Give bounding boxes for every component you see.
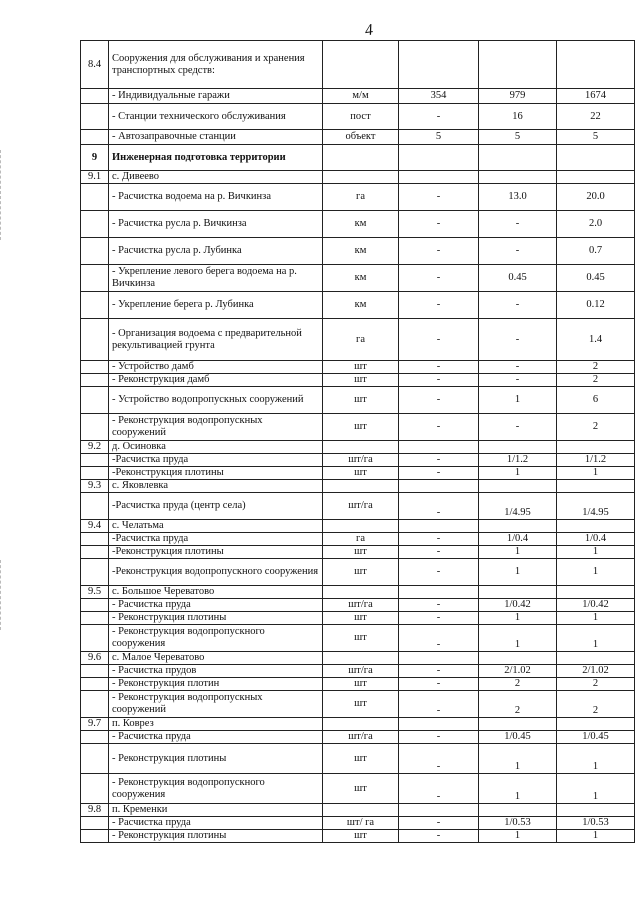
cell-unit: шт/га	[323, 665, 399, 678]
cell-unit: км	[323, 292, 399, 319]
cell-num	[81, 265, 109, 292]
cell-unit: км	[323, 238, 399, 265]
cell-name: -Расчистка пруда (центр села)	[109, 493, 323, 520]
cell-num	[81, 211, 109, 238]
cell-v1: 354	[399, 89, 479, 104]
cell-v3	[557, 480, 635, 493]
cell-v3: 20.0	[557, 184, 635, 211]
table-row	[81, 678, 635, 691]
cell-num	[81, 387, 109, 414]
cell-v1: -	[399, 599, 479, 612]
cell-v3: 2	[557, 414, 635, 441]
cell-name: - Устройство водопропускных сооружений	[109, 387, 323, 414]
cell-v1: -	[399, 319, 479, 361]
cell-name: - Реконструкция водопропускного сооружения	[109, 625, 323, 652]
cell-unit: шт	[323, 387, 399, 414]
cell-v3: 1	[557, 744, 635, 774]
cell-v2: 1/0.4	[479, 533, 557, 546]
cell-v2: 1/0.53	[479, 817, 557, 830]
cell-v3: 1	[557, 625, 635, 652]
cell-v1: 5	[399, 130, 479, 145]
cell-unit	[323, 804, 399, 817]
cell-name: - Расчистка пруда	[109, 731, 323, 744]
cell-num	[81, 130, 109, 145]
table-row	[81, 612, 635, 625]
cell-name: - Индивидуальные гаражи	[109, 89, 323, 104]
table-row	[81, 454, 635, 467]
cell-v1: -	[399, 184, 479, 211]
cell-v2: 1	[479, 830, 557, 843]
cell-unit: га	[323, 533, 399, 546]
cell-num	[81, 454, 109, 467]
cell-v1: -	[399, 665, 479, 678]
cell-v2: 1/1.2	[479, 454, 557, 467]
table-row	[81, 520, 635, 533]
cell-v3: 1/1.2	[557, 454, 635, 467]
cell-num: 9.6	[81, 652, 109, 665]
cell-v1: -	[399, 731, 479, 744]
cell-v1	[399, 41, 479, 89]
cell-name: -Расчистка пруда	[109, 454, 323, 467]
cell-v3	[557, 804, 635, 817]
cell-v1	[399, 145, 479, 171]
cell-unit	[323, 171, 399, 184]
cell-num	[81, 559, 109, 586]
table-row	[81, 387, 635, 414]
cell-v1: -	[399, 238, 479, 265]
cell-name: с. Яковлевка	[109, 480, 323, 493]
table-row	[81, 374, 635, 387]
cell-v2: -	[479, 361, 557, 374]
cell-name: - Расчистка русла р. Лубинка	[109, 238, 323, 265]
cell-v1: -	[399, 361, 479, 374]
cell-v1: -	[399, 625, 479, 652]
cell-v1: -	[399, 546, 479, 559]
cell-unit: га	[323, 319, 399, 361]
table-row	[81, 804, 635, 817]
cell-unit: объект	[323, 130, 399, 145]
cell-v3: 1/0.4	[557, 533, 635, 546]
cell-num	[81, 89, 109, 104]
cell-v1: -	[399, 104, 479, 130]
cell-v2: 13.0	[479, 184, 557, 211]
table-row	[81, 171, 635, 184]
cell-name: - Расчистка прудов	[109, 665, 323, 678]
cell-v2: 1	[479, 625, 557, 652]
cell-num	[81, 817, 109, 830]
cell-v2	[479, 441, 557, 454]
cell-v3: 1	[557, 546, 635, 559]
cell-unit: шт/га	[323, 454, 399, 467]
cell-num	[81, 467, 109, 480]
cell-name: - Автозаправочные станции	[109, 130, 323, 145]
table-row	[81, 691, 635, 718]
cell-name: д. Осиновка	[109, 441, 323, 454]
cell-v2	[479, 652, 557, 665]
cell-v3: 2	[557, 374, 635, 387]
table-row	[81, 319, 635, 361]
cell-v1	[399, 520, 479, 533]
cell-v1: -	[399, 265, 479, 292]
cell-unit: шт	[323, 559, 399, 586]
cell-v2: 2/1.02	[479, 665, 557, 678]
cell-v1: -	[399, 467, 479, 480]
cell-num: 9.1	[81, 171, 109, 184]
cell-v2: 1	[479, 546, 557, 559]
cell-name: - Реконструкция дамб	[109, 374, 323, 387]
cell-v3: 0.7	[557, 238, 635, 265]
table-row	[81, 817, 635, 830]
cell-name: - Реконструкция плотины	[109, 744, 323, 774]
cell-v2: 1/0.45	[479, 731, 557, 744]
table-body	[81, 41, 635, 843]
cell-unit: шт	[323, 691, 399, 718]
cell-unit	[323, 41, 399, 89]
cell-unit: шт/ га	[323, 817, 399, 830]
cell-unit: шт	[323, 774, 399, 804]
cell-v1: -	[399, 374, 479, 387]
cell-name: - Реконструкция водопропускного сооружения	[109, 774, 323, 804]
cell-num	[81, 678, 109, 691]
cell-name: - Станции технического обслуживания	[109, 104, 323, 130]
table-row	[81, 586, 635, 599]
cell-unit: км	[323, 211, 399, 238]
cell-v3: 2.0	[557, 211, 635, 238]
cell-v3	[557, 41, 635, 89]
cell-v1	[399, 652, 479, 665]
cell-unit	[323, 145, 399, 171]
cell-v3: 0.12	[557, 292, 635, 319]
cell-name: - Устройство дамб	[109, 361, 323, 374]
table-row	[81, 130, 635, 145]
cell-num: 8.4	[81, 41, 109, 89]
cell-v1	[399, 441, 479, 454]
cell-v2	[479, 145, 557, 171]
cell-v2: -	[479, 374, 557, 387]
planning-table	[80, 40, 635, 843]
table-row	[81, 665, 635, 678]
cell-v2: -	[479, 292, 557, 319]
cell-v3: 2	[557, 678, 635, 691]
cell-name: Сооружения для обслуживания и хранения транспортных средств:	[109, 41, 323, 89]
cell-unit: шт	[323, 678, 399, 691]
cell-v2: 16	[479, 104, 557, 130]
cell-num	[81, 731, 109, 744]
table-row	[81, 184, 635, 211]
cell-num: 9.8	[81, 804, 109, 817]
cell-v1: -	[399, 774, 479, 804]
cell-v2: -	[479, 211, 557, 238]
cell-name: -Реконструкция плотины	[109, 546, 323, 559]
cell-v1: -	[399, 454, 479, 467]
table-row	[81, 830, 635, 843]
table-row	[81, 559, 635, 586]
page-number: 4	[363, 21, 375, 40]
cell-v2: 979	[479, 89, 557, 104]
cell-name: - Реконструкция плотины	[109, 830, 323, 843]
cell-name: - Расчистка русла р. Вичкинза	[109, 211, 323, 238]
cell-unit: шт	[323, 744, 399, 774]
cell-v2: 1	[479, 774, 557, 804]
cell-v3	[557, 441, 635, 454]
cell-unit	[323, 586, 399, 599]
cell-num: 9.7	[81, 718, 109, 731]
cell-num	[81, 238, 109, 265]
cell-v1	[399, 586, 479, 599]
cell-name: - Организация водоема с предварительной рекультивацией грунта	[109, 319, 323, 361]
cell-v2: 1	[479, 559, 557, 586]
cell-v3: 1.4	[557, 319, 635, 361]
cell-name: - Укрепление левого берега водоема на р. Вичкинза	[109, 265, 323, 292]
cell-name: -Расчистка пруда	[109, 533, 323, 546]
cell-v1	[399, 804, 479, 817]
cell-name: -Реконструкция водопропускного сооружения	[109, 559, 323, 586]
table-row	[81, 625, 635, 652]
cell-unit: шт/га	[323, 731, 399, 744]
cell-num	[81, 184, 109, 211]
cell-v1	[399, 718, 479, 731]
cell-v1: -	[399, 744, 479, 774]
cell-v1: -	[399, 387, 479, 414]
cell-v2: 1	[479, 612, 557, 625]
cell-v3	[557, 718, 635, 731]
scan-edge-mark	[0, 560, 5, 630]
cell-unit: шт	[323, 374, 399, 387]
cell-v1: -	[399, 292, 479, 319]
cell-num	[81, 665, 109, 678]
cell-unit: км	[323, 265, 399, 292]
cell-name: с. Дивеево	[109, 171, 323, 184]
cell-v2: -	[479, 238, 557, 265]
cell-name: - Укрепление берега р. Лубинка	[109, 292, 323, 319]
cell-unit	[323, 652, 399, 665]
cell-unit: м/м	[323, 89, 399, 104]
cell-num	[81, 104, 109, 130]
cell-unit: шт	[323, 414, 399, 441]
cell-name: - Расчистка пруда	[109, 817, 323, 830]
cell-v3: 1	[557, 559, 635, 586]
cell-v3: 1	[557, 830, 635, 843]
cell-unit: шт/га	[323, 493, 399, 520]
cell-name: п. Коврез	[109, 718, 323, 731]
cell-v2: 2	[479, 691, 557, 718]
cell-v2	[479, 171, 557, 184]
cell-v2: 1/0.42	[479, 599, 557, 612]
cell-v3: 5	[557, 130, 635, 145]
cell-v1: -	[399, 533, 479, 546]
cell-name: -Реконструкция плотины	[109, 467, 323, 480]
cell-v3: 2	[557, 691, 635, 718]
cell-unit: шт	[323, 625, 399, 652]
table-row	[81, 211, 635, 238]
cell-v2	[479, 718, 557, 731]
cell-num: 9.5	[81, 586, 109, 599]
cell-num	[81, 319, 109, 361]
cell-num: 9.2	[81, 441, 109, 454]
cell-v2: 1	[479, 467, 557, 480]
table-row	[81, 480, 635, 493]
table-row	[81, 652, 635, 665]
cell-num	[81, 546, 109, 559]
cell-v3: 1/4.95	[557, 493, 635, 520]
cell-v3: 22	[557, 104, 635, 130]
table-row	[81, 265, 635, 292]
cell-v2	[479, 804, 557, 817]
table-row	[81, 361, 635, 374]
cell-name: - Реконструкция водопропускных сооружений	[109, 691, 323, 718]
cell-name: - Реконструкция плотин	[109, 678, 323, 691]
cell-v1	[399, 171, 479, 184]
table-row	[81, 292, 635, 319]
cell-name: - Реконструкция плотины	[109, 612, 323, 625]
cell-unit	[323, 480, 399, 493]
cell-v1: -	[399, 493, 479, 520]
cell-v3: 6	[557, 387, 635, 414]
cell-num	[81, 374, 109, 387]
table-row	[81, 414, 635, 441]
table-row	[81, 599, 635, 612]
cell-unit: шт	[323, 612, 399, 625]
cell-num	[81, 414, 109, 441]
cell-v3	[557, 145, 635, 171]
cell-unit: га	[323, 184, 399, 211]
table-row	[81, 41, 635, 89]
cell-unit: шт	[323, 830, 399, 843]
cell-name: с. Малое Череватово	[109, 652, 323, 665]
cell-v3: 0.45	[557, 265, 635, 292]
table-row	[81, 145, 635, 171]
table-row	[81, 731, 635, 744]
cell-v3	[557, 171, 635, 184]
cell-v1: -	[399, 678, 479, 691]
cell-v3: 2	[557, 361, 635, 374]
cell-unit: шт	[323, 546, 399, 559]
table-row	[81, 493, 635, 520]
cell-v3: 1	[557, 467, 635, 480]
cell-name: Инженерная подготовка территории	[109, 145, 323, 171]
table-row	[81, 744, 635, 774]
cell-v2: 1	[479, 387, 557, 414]
cell-v1: -	[399, 817, 479, 830]
table-row	[81, 718, 635, 731]
cell-v2: 0.45	[479, 265, 557, 292]
cell-v1: -	[399, 830, 479, 843]
cell-v2: 2	[479, 678, 557, 691]
cell-name: - Расчистка пруда	[109, 599, 323, 612]
cell-v1: -	[399, 612, 479, 625]
cell-v3: 2/1.02	[557, 665, 635, 678]
table-row	[81, 89, 635, 104]
cell-num	[81, 612, 109, 625]
cell-num	[81, 361, 109, 374]
scan-edge-mark	[0, 150, 5, 240]
cell-name: с. Большое Череватово	[109, 586, 323, 599]
cell-num	[81, 691, 109, 718]
cell-v1: -	[399, 414, 479, 441]
cell-v2	[479, 520, 557, 533]
table-row	[81, 546, 635, 559]
cell-name: с. Челатьма	[109, 520, 323, 533]
cell-name: п. Кременки	[109, 804, 323, 817]
table-row	[81, 467, 635, 480]
cell-v2	[479, 41, 557, 89]
cell-v3: 1	[557, 612, 635, 625]
cell-v3	[557, 520, 635, 533]
cell-num: 9.3	[81, 480, 109, 493]
cell-unit	[323, 441, 399, 454]
cell-num	[81, 533, 109, 546]
cell-v2: 1/4.95	[479, 493, 557, 520]
cell-unit: шт	[323, 361, 399, 374]
cell-num	[81, 599, 109, 612]
cell-v3	[557, 652, 635, 665]
cell-name: - Реконструкция водопропускных сооружений	[109, 414, 323, 441]
cell-name: - Расчистка водоема на р. Вичкинза	[109, 184, 323, 211]
cell-v3: 1/0.42	[557, 599, 635, 612]
cell-v3: 1674	[557, 89, 635, 104]
cell-unit: пост	[323, 104, 399, 130]
cell-unit	[323, 520, 399, 533]
cell-v2: -	[479, 414, 557, 441]
cell-v1: -	[399, 691, 479, 718]
cell-unit: шт	[323, 467, 399, 480]
cell-num	[81, 744, 109, 774]
table-row	[81, 533, 635, 546]
cell-v2: -	[479, 319, 557, 361]
cell-num	[81, 774, 109, 804]
table-row	[81, 441, 635, 454]
cell-v2: 5	[479, 130, 557, 145]
cell-num	[81, 493, 109, 520]
cell-v3	[557, 586, 635, 599]
cell-v1: -	[399, 559, 479, 586]
cell-num	[81, 292, 109, 319]
cell-num: 9	[81, 145, 109, 171]
cell-v2	[479, 480, 557, 493]
table-row	[81, 104, 635, 130]
cell-v3: 1	[557, 774, 635, 804]
cell-v1: -	[399, 211, 479, 238]
cell-v1	[399, 480, 479, 493]
cell-v3: 1/0.53	[557, 817, 635, 830]
cell-unit: шт/га	[323, 599, 399, 612]
cell-v2	[479, 586, 557, 599]
table-row	[81, 774, 635, 804]
cell-num	[81, 830, 109, 843]
cell-num	[81, 625, 109, 652]
cell-unit	[323, 718, 399, 731]
cell-num: 9.4	[81, 520, 109, 533]
table-row	[81, 238, 635, 265]
cell-v3: 1/0.45	[557, 731, 635, 744]
cell-v2: 1	[479, 744, 557, 774]
